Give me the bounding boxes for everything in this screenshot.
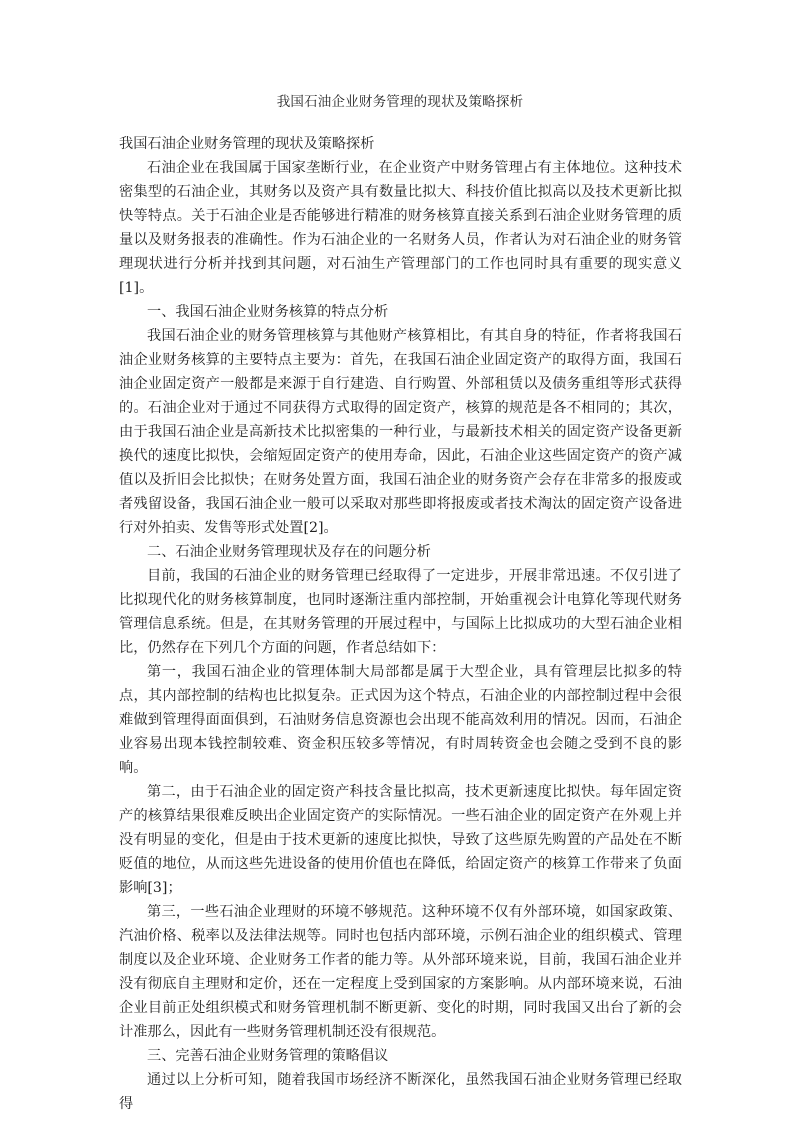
paragraph-problem-1: 第一，我国石油企业的管理体制大局部都是属于大型企业，具有管理层比拟多的特点，其内部控制的结构也比拟复杂。正式因为这个特点，石油企业的内部控制过程中会很难做到管理得面面俱到，石油财务信息资源也会出现不能高效利用的情况。因而，石油企业容易出现本钱控制较难、资金积压较多等情况，有时周转资金也会随之受到不良的影响。 — [119, 664, 682, 776]
paragraph-problem-2: 第二，由于石油企业的固定资产科技含量比拟高，技术更新速度比拟快。每年固定资产的核算结果很难反映出企业固定资产的实际情况。一些石油企业的固定资产在外观上并没有明显的变化，但是由于技术更新的速度比拟快，导致了这些原先购置的产品处在不断贬值的地位，从而这些先进设备的使用价值也在降低，给固定资产的核算工作带来了负面影响[3]； — [119, 784, 682, 896]
paragraph-section-2-intro: 目前，我国的石油企业的财务管理已经取得了一定进步，开展非常迅速。不仅引进了比拟现代化的财务核算制度，也同时逐渐注重内部控制，开始重视会计电算化等现代财务管理信息系统。但是，在其财务管理的开展过程中，与国际上比拟成功的大型石油企业相比，仍然存在下列几个方面的问题，作者总结如下： — [119, 568, 682, 656]
paragraph-problem-3: 第三，一些石油企业理财的环境不够规范。这种环境不仅有外部环境，如国家政策、汽油价格、税率以及法律法规等。同时也包括内部环境，示例石油企业的组织模式、管理制度以及企业环境、企业财务工作者的能力等。从外部环境来说，目前，我国石油企业并没有彻底自主理财和定价，还在一定程度上受到国家的方案影响。从内部环境来说，石油企业目前正处组织模式和财务管理机制不断更新、变化的时期，同时我国又出台了新的会计准那么，因此有一些财务管理机制还没有很规范。 — [119, 904, 682, 1040]
section-heading-3: 三、完善石油企业财务管理的策略倡议 — [147, 1048, 389, 1064]
section-heading-1: 一、我国石油企业财务核算的特点分析 — [147, 304, 389, 320]
paragraph-intro: 石油企业在我国属于国家垄断行业，在企业资产中财务管理占有主体地位。这种技术密集型的石油企业，其财务以及资产具有数量比拟大、科技价值比拟高以及技术更新比拟快等特点。关于石油企业是否能够进行精准的财务核算直接关系到石油企业财务管理的质量以及财务报表的准确性。作为石油企业的一名财务人员，作者认为对石油企业的财务管理现状进行分析并找到其问题，对石油生产管理部门的工作也同时具有重要的现实意义[1]。 — [119, 160, 682, 296]
document-body — [119, 132, 682, 1116]
paragraph-section-3: 通过以上分析可知，随着我国市场经济不断深化，虽然我国石油企业财务管理已经取得 — [119, 1072, 682, 1112]
paragraph-section-1: 我国石油企业的财务管理核算与其他财产核算相比，有其自身的特征，作者将我国石油企业财务核算的主要特点主要为：首先，在我国石油企业固定资产的取得方面，我国石油企业固定资产一般都是来源于自行建造、自行购置、外部租赁以及债务重组等形式获得的。石油企业对于通过不同获得方式取得的固定资产，核算的规范是各不相同的；其次，由于我国石油企业是高新技术比拟密集的一种行业，与最新技术相关的固定资产设备更新换代的速度比拟快，会缩短固定资产的使用寿命，因此，石油企业这些固定资产的资产减值以及折旧会比拟快；在财务处置方面，我国石油企业的财务资产会存在非常多的报废或者残留设备，我国石油企业一般可以采取对那些即将报废或者技术淘汰的固定资产设备进行对外拍卖、发售等形式处置[2]。 — [119, 328, 682, 536]
document-title: 我国石油企业财务管理的现状及策略探析 — [276, 94, 524, 110]
document-subtitle: 我国石油企业财务管理的现状及策略探析 — [119, 136, 375, 152]
section-heading-2: 二、石油企业财务管理现状及存在的问题分析 — [147, 544, 431, 560]
